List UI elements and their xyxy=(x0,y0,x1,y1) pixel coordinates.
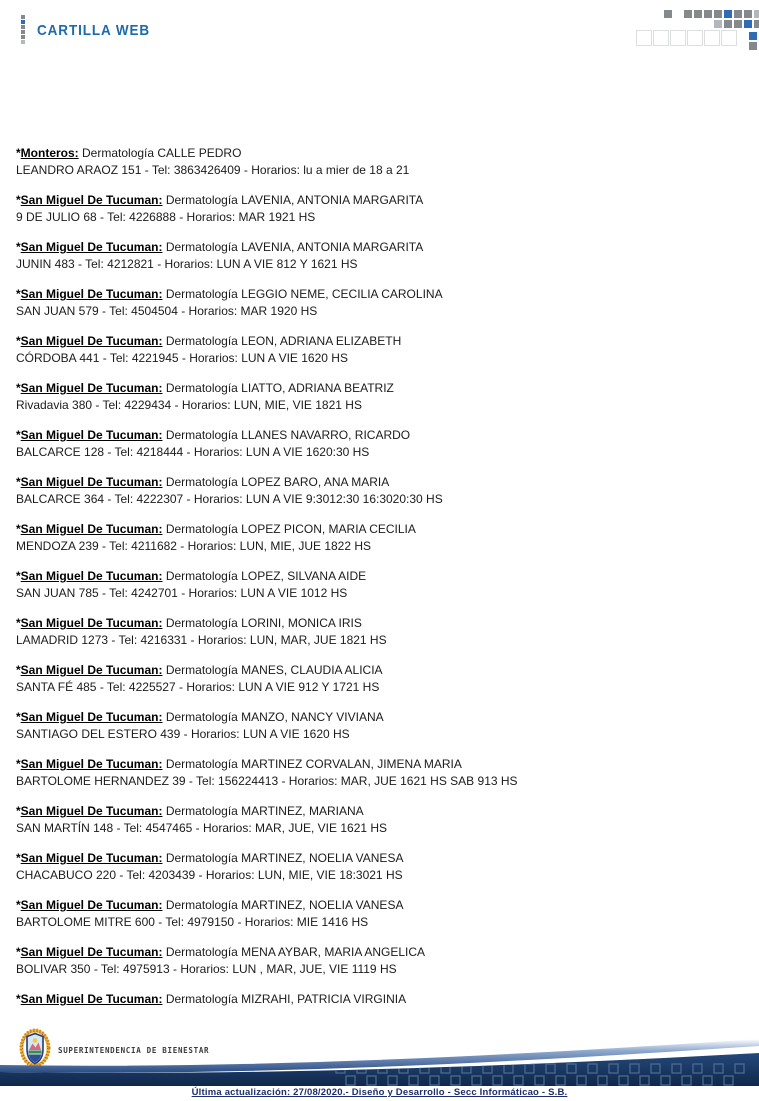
entry-location: San Miguel De Tucuman: xyxy=(20,757,163,771)
entry-description: Dermatología MANZO, NANCY VIVIANA xyxy=(165,710,384,724)
entry-heading xyxy=(16,521,726,538)
entry-description: Dermatología LORINI, MONICA IRIS xyxy=(165,616,362,630)
entry-description: Dermatología MENA AYBAR, MARIA ANGELICA xyxy=(165,945,426,959)
entry-bullet: * xyxy=(16,663,21,677)
provider-entry xyxy=(16,615,726,648)
mosaic-cell xyxy=(714,20,722,28)
entry-description: Dermatología LOPEZ PICON, MARIA CECILIA xyxy=(165,522,416,536)
entry-description: Dermatología LAVENIA, ANTONIA MARGARITA xyxy=(165,193,424,207)
entry-details: JUNIN 483 - Tel: 4212821 - Horarios: LUN A VIE 812 Y 1621 HS xyxy=(16,256,358,271)
entry-bullet: * xyxy=(16,146,21,160)
entry-heading xyxy=(16,474,726,491)
mosaic-cell xyxy=(724,20,732,28)
provider-entry xyxy=(16,709,726,742)
entry-description: Dermatología MARTINEZ CORVALAN, JIMENA MARIA xyxy=(165,757,462,771)
entry-location: San Miguel De Tucuman: xyxy=(20,851,163,865)
entry-heading xyxy=(16,427,726,444)
entry-details: 9 DE JULIO 68 - Tel: 4226888 - Horarios: MAR 1921 HS xyxy=(16,209,316,224)
entry-bullet: * xyxy=(16,193,21,207)
provider-entry xyxy=(16,192,726,225)
entry-bullet: * xyxy=(16,522,21,536)
entry-description: Dermatología LLANES NAVARRO, RICARDO xyxy=(165,428,411,442)
entry-bullet: * xyxy=(16,898,21,912)
entry-description: Dermatología LEON, ADRIANA ELIZABETH xyxy=(165,334,402,348)
provider-entry xyxy=(16,145,726,178)
entry-heading xyxy=(16,850,726,867)
footer-update-note: Última actualización: 27/08/2020.- Diseño y Desarrollo - Secc Informáticao - S.B. xyxy=(191,1087,568,1098)
entry-details: LEANDRO ARAOZ 151 - Tel: 3863426409 - Horarios: lu a mier de 18 a 21 xyxy=(16,162,410,177)
entry-details: MENDOZA 239 - Tel: 4211682 - Horarios: LUN, MIE, JUE 1822 HS xyxy=(16,538,372,553)
entry-location: San Miguel De Tucuman: xyxy=(20,945,163,959)
entry-description: Dermatología LOPEZ BARO, ANA MARIA xyxy=(165,475,390,489)
entry-location: San Miguel De Tucuman: xyxy=(20,616,163,630)
mosaic-cell xyxy=(636,30,652,46)
mosaic-cell xyxy=(734,10,742,18)
entry-bullet: * xyxy=(16,475,21,489)
entry-description: Dermatología LIATTO, ADRIANA BEATRIZ xyxy=(165,381,394,395)
entry-details: CÓRDOBA 441 - Tel: 4221945 - Horarios: LUN A VIE 1620 HS xyxy=(16,350,348,365)
mosaic-cell xyxy=(670,30,686,46)
provider-entry xyxy=(16,521,726,554)
entry-details: BALCARCE 364 - Tel: 4222307 - Horarios: LUN A VIE 9:3012:30 16:3020:30 HS xyxy=(16,491,443,506)
mosaic-cell xyxy=(744,20,752,28)
entry-description: Dermatología LOPEZ, SILVANA AIDE xyxy=(165,569,367,583)
entry-location: San Miguel De Tucuman: xyxy=(20,475,163,489)
entry-heading xyxy=(16,192,726,209)
mosaic-cell xyxy=(724,10,732,18)
entry-location: San Miguel De Tucuman: xyxy=(20,898,163,912)
mosaic-cell xyxy=(721,30,737,46)
app-title: CARTILLA WEB xyxy=(37,22,151,39)
mosaic-cell xyxy=(754,20,759,28)
entry-bullet: * xyxy=(16,851,21,865)
entry-location: San Miguel De Tucuman: xyxy=(20,381,163,395)
entry-location: San Miguel De Tucuman: xyxy=(20,287,163,301)
mosaic-cell xyxy=(744,10,752,18)
entry-bullet: * xyxy=(16,616,21,630)
mosaic-cell xyxy=(754,10,759,18)
entry-bullet: * xyxy=(16,240,21,254)
mosaic-cell xyxy=(734,20,742,28)
entry-bullet: * xyxy=(16,428,21,442)
entry-details: SAN JUAN 785 - Tel: 4242701 - Horarios: LUN A VIE 1012 HS xyxy=(16,585,348,600)
entry-description: Dermatología MARTINEZ, NOELIA VANESA xyxy=(165,851,404,865)
provider-entry xyxy=(16,333,726,366)
entry-details: SANTIAGO DEL ESTERO 439 - Horarios: LUN A VIE 1620 HS xyxy=(16,726,350,741)
entry-heading xyxy=(16,333,726,350)
entry-description: Dermatología CALLE PEDRO xyxy=(82,146,242,160)
provider-entry xyxy=(16,756,726,789)
entry-heading xyxy=(16,145,726,162)
entry-heading xyxy=(16,568,726,585)
entry-description: Dermatología MARTINEZ, MARIANA xyxy=(165,804,364,818)
entry-details: BOLIVAR 350 - Tel: 4975913 - Horarios: LUN , MAR, JUE, VIE 1119 HS xyxy=(16,961,397,976)
mosaic-cell xyxy=(694,10,702,18)
entry-heading xyxy=(16,662,726,679)
mosaic-cell xyxy=(749,32,757,40)
entry-description: Dermatología MARTINEZ, NOELIA VANESA xyxy=(165,898,404,912)
mosaic-cell xyxy=(714,10,722,18)
entry-bullet: * xyxy=(16,569,21,583)
entry-location: San Miguel De Tucuman: xyxy=(20,569,163,583)
entry-location: San Miguel De Tucuman: xyxy=(20,663,163,677)
entry-location: San Miguel De Tucuman: xyxy=(20,193,163,207)
mosaic-cell xyxy=(684,10,692,18)
entry-location: San Miguel De Tucuman: xyxy=(20,522,163,536)
provider-entry xyxy=(16,944,726,977)
entry-bullet: * xyxy=(16,287,21,301)
provider-entry xyxy=(16,662,726,695)
entry-location: San Miguel De Tucuman: xyxy=(20,710,163,724)
mosaic-cell xyxy=(653,30,669,46)
provider-entry xyxy=(16,380,726,413)
provider-entry xyxy=(16,239,726,272)
entry-heading xyxy=(16,803,726,820)
provider-entry xyxy=(16,897,726,930)
entry-bullet: * xyxy=(16,381,21,395)
entry-bullet: * xyxy=(16,757,21,771)
provider-entry xyxy=(16,286,726,319)
entry-heading xyxy=(16,286,726,303)
entry-location: San Miguel De Tucuman: xyxy=(20,334,163,348)
entry-heading xyxy=(16,380,726,397)
provider-entry xyxy=(16,427,726,460)
provider-entry xyxy=(16,850,726,883)
entry-heading xyxy=(16,756,726,773)
entry-details: SAN JUAN 579 - Tel: 4504504 - Horarios: MAR 1920 HS xyxy=(16,303,318,318)
entry-description: Dermatología LEGGIO NEME, CECILIA CAROLINA xyxy=(165,287,443,301)
entry-bullet: * xyxy=(16,804,21,818)
entry-heading xyxy=(16,991,726,1008)
entry-bullet: * xyxy=(16,710,21,724)
entry-heading xyxy=(16,239,726,256)
entry-bullet: * xyxy=(16,992,21,1006)
entry-details: Rivadavia 380 - Tel: 4229434 - Horarios: LUN, MIE, VIE 1821 HS xyxy=(16,397,362,412)
entry-details: BARTOLOME MITRE 600 - Tel: 4979150 - Horarios: MIE 1416 HS xyxy=(16,914,369,929)
entry-heading xyxy=(16,944,726,961)
entry-heading xyxy=(16,897,726,914)
entry-bullet: * xyxy=(16,334,21,348)
entry-description: Dermatología MIZRAHI, PATRICIA VIRGINIA xyxy=(165,992,407,1006)
mosaic-cell xyxy=(704,10,712,18)
entry-location: San Miguel De Tucuman: xyxy=(20,428,163,442)
mosaic-cell xyxy=(687,30,703,46)
provider-entry xyxy=(16,474,726,507)
entry-location: San Miguel De Tucuman: xyxy=(20,240,163,254)
entry-details: SANTA FÉ 485 - Tel: 4225527 - Horarios: LUN A VIE 912 Y 1721 HS xyxy=(16,679,380,694)
provider-list xyxy=(16,145,726,1022)
mosaic-cell xyxy=(664,10,672,18)
entry-details: CHACABUCO 220 - Tel: 4203439 - Horarios: LUN, MIE, VIE 18:3021 HS xyxy=(16,867,403,882)
entry-location: Monteros: xyxy=(20,146,79,160)
entry-bullet: * xyxy=(16,945,21,959)
entry-details: SAN MARTÍN 148 - Tel: 4547465 - Horarios: MAR, JUE, VIE 1621 HS xyxy=(16,820,388,835)
provider-entry xyxy=(16,991,726,1008)
entry-location: San Miguel De Tucuman: xyxy=(20,992,163,1006)
header-mosaic xyxy=(0,0,759,60)
provider-entry xyxy=(16,568,726,601)
entry-description: Dermatología MANES, CLAUDIA ALICIA xyxy=(165,663,383,677)
entry-location: San Miguel De Tucuman: xyxy=(20,804,163,818)
mosaic-cell xyxy=(704,30,720,46)
entry-details: BARTOLOME HERNANDEZ 39 - Tel: 156224413 - Horarios: MAR, JUE 1621 HS SAB 913 HS xyxy=(16,773,518,788)
provider-entry xyxy=(16,803,726,836)
mosaic-cell xyxy=(749,42,757,50)
entry-description: Dermatología LAVENIA, ANTONIA MARGARITA xyxy=(165,240,424,254)
org-name: SUPERINTENDENCIA DE BIENESTAR xyxy=(58,1046,210,1055)
entry-heading xyxy=(16,615,726,632)
entry-details: BALCARCE 128 - Tel: 4218444 - Horarios: LUN A VIE 1620:30 HS xyxy=(16,444,370,459)
entry-heading xyxy=(16,709,726,726)
entry-details: LAMADRID 1273 - Tel: 4216331 - Horarios: LUN, MAR, JUE 1821 HS xyxy=(16,632,387,647)
